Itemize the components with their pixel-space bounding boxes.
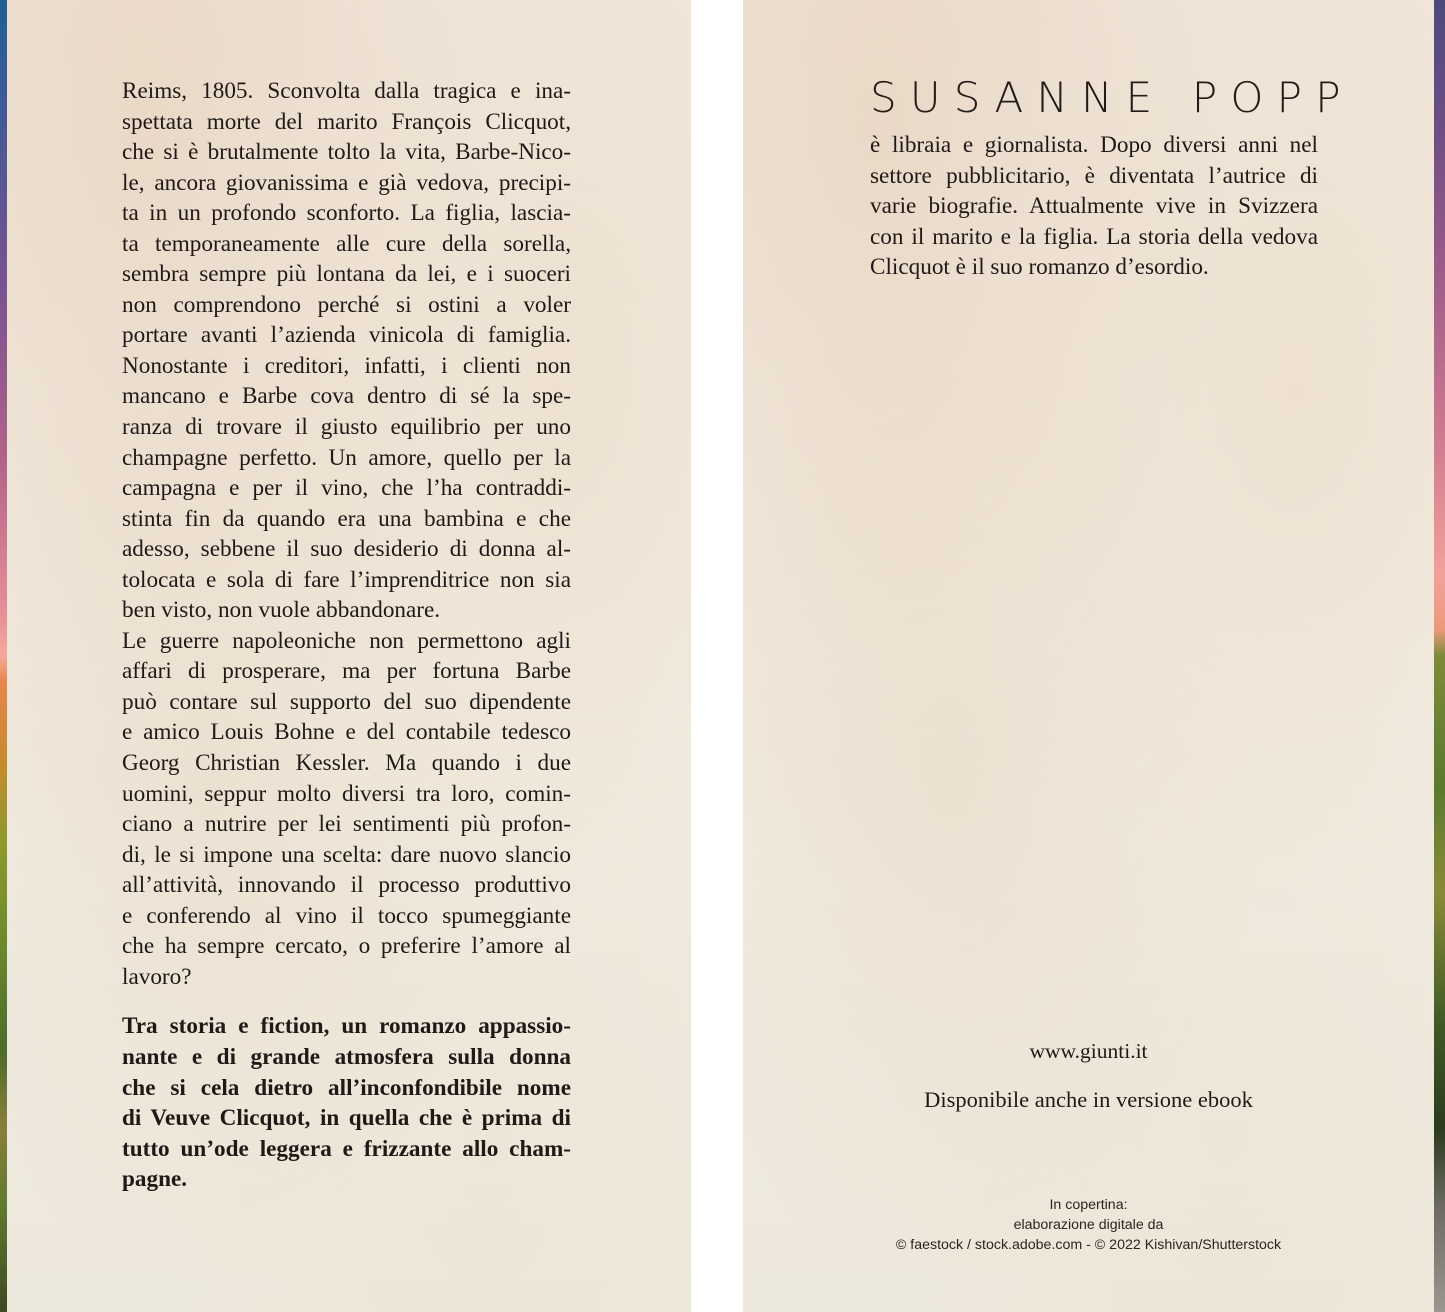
text-line: champagne perfetto. Un amore, quello per la [122,444,571,471]
synopsis-column [122,76,571,1195]
text-line: Nonostante i creditori, infatti, i clienti non [122,352,571,379]
text-line: varie biografie. Attualmente vive in Svizzera [870,193,1318,220]
text-line: tolocata e sola di fare l’imprenditrice non sia [122,566,571,593]
text-line: e amico Louis Bohne e del contabile tedesco [122,719,571,746]
left-flap [7,0,691,1312]
text-line: che ha sempre cercato, o preferire l’amore al [122,933,571,960]
text-line: con il marito e la figlia. La storia della vedova [870,223,1318,250]
text-line: portare avanti l’azienda vinicola di famiglia. [122,322,571,349]
text-line: e conferendo al vino il tocco spumeggiante [122,902,571,929]
text-line: affari di prosperare, ma per fortuna Barbe [122,658,571,685]
author-name-heading: SUSANNE POPP [870,73,1354,122]
credit-line: © faestock / stock.adobe.com - © 2022 Kishivan/Shutterstock [895,1237,1282,1254]
text-line: lavoro? [122,963,192,990]
text-line: Clicquot è il suo romanzo d’esordio. [870,254,1209,281]
credit-line: elaborazione digitale da [1013,1217,1164,1234]
text-line: ben visto, non vuole abbandonare. [122,597,441,624]
cover-edge-left [0,0,7,1312]
text-line: che si cela dietro all’inconfondibile nome [122,1074,571,1101]
text-line: può contare sul supporto del suo dipendente [122,688,571,715]
cover-edge-right [1434,0,1445,1312]
text-line: le, ancora giovanissima e già vedova, precipi- [122,169,571,196]
synopsis-paragraph-2 [122,626,571,993]
text-line: settore pubblicitario, è diventata l’autrice di [870,162,1318,189]
text-line: ciano a nutrire per lei sentimenti più profon- [122,811,571,838]
text-line: all’attività, innovando il processo produttivo [122,872,571,899]
text-line: mancano e Barbe cova dentro di sé la spe- [122,383,571,410]
right-flap [743,0,1434,1312]
text-line: Tra storia e fiction, un romanzo appassio- [122,1013,571,1040]
text-line: di Veuve Clicquot, in quella che è prima di [122,1105,571,1132]
text-line: campagna e per il vino, che l’ha contraddi- [122,475,571,502]
text-line: nante e di grande atmosfera sulla donna [122,1043,571,1070]
text-line: non comprendono perché si ostini a voler [122,291,571,318]
tagline-paragraph [122,1011,571,1194]
text-line: spettata morte del marito François Clicquot, [122,108,571,135]
credit-line: In copertina: [1049,1197,1128,1213]
paragraph-spacer [122,992,571,1011]
text-line: Georg Christian Kessler. Ma quando i due [122,750,571,777]
text-line: Le guerre napoleoniche non permettono agli [122,627,571,654]
text-line: uomini, seppur molto diversi tra loro, comin- [122,780,571,807]
text-line: che si è brutalmente tolto la vita, Barbe-Nico- [122,139,571,166]
text-line: di, le si impone una scelta: dare nuovo slancio [122,841,571,868]
text-line: stinta fin da quando era una bambina e che [122,505,571,532]
text-line: adesso, sebbene il suo desiderio di donna al- [122,536,571,563]
synopsis-paragraph-1 [122,76,571,626]
text-line: tutto un’ode leggera e frizzante allo cham- [122,1135,571,1162]
author-bio [870,130,1318,283]
text-line: Reims, 1805. Sconvolta dalla tragica e ina- [122,78,571,104]
text-line: ta in un profondo sconforto. La figlia, lascia- [122,200,571,227]
publisher-website: www.giunti.it [1029,1039,1148,1063]
ebook-availability-note: Disponibile anche in versione ebook [924,1087,1253,1112]
text-line: è libraia e giornalista. Dopo diversi anni nel [870,132,1318,158]
text-line: pagne. [122,1166,188,1193]
text-line: ranza di trovare il giusto equilibrio per uno [122,414,571,441]
text-line: ta temporaneamente alle cure della sorella, [122,230,571,257]
cover-credits [743,1195,1434,1256]
text-line: sembra sempre più lontana da lei, e i suoceri [122,261,571,288]
